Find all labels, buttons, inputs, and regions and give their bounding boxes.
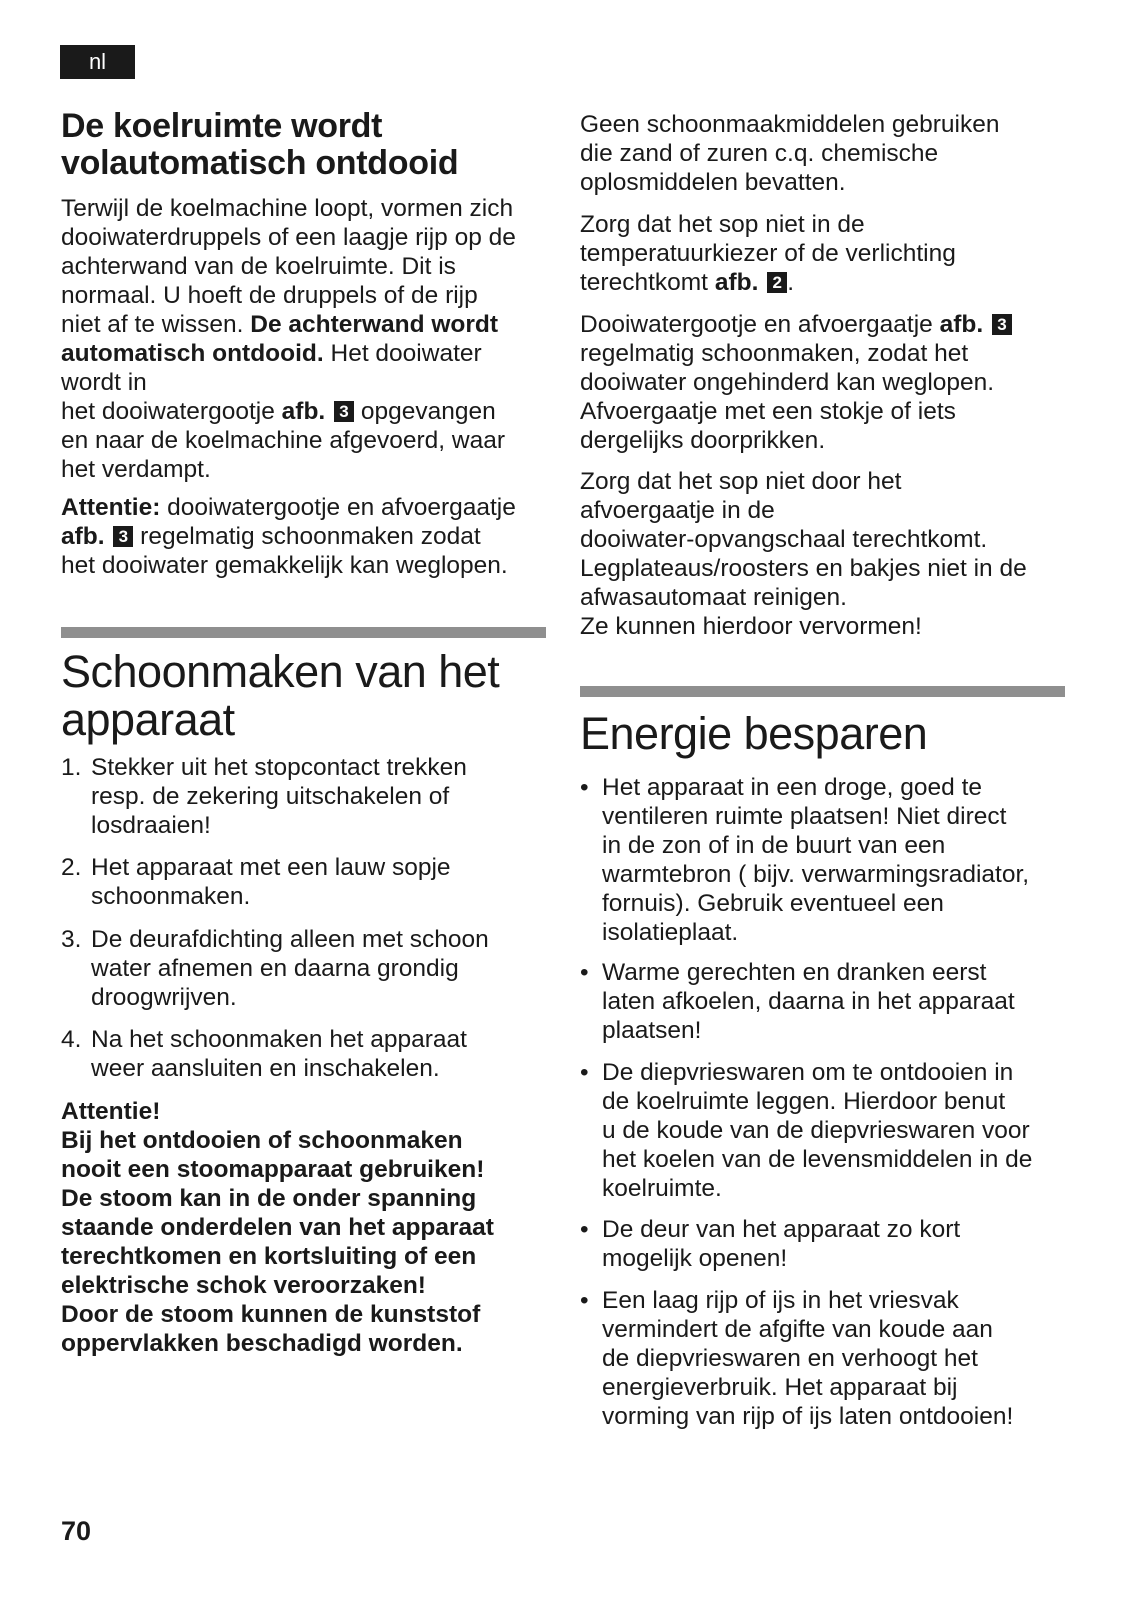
text-line: temperatuurkiezer of de verlichting	[580, 240, 956, 267]
step-number: 1.	[61, 754, 82, 781]
bullet-marker: •	[580, 959, 589, 986]
text-line: De deur van het apparaat zo kort	[602, 1216, 961, 1243]
text-line: het verdampt.	[61, 456, 211, 483]
step-number: 3.	[61, 926, 82, 953]
text-line: vorming van rijp of ijs laten ontdooien!	[602, 1403, 1014, 1430]
text-line: plaatsen!	[602, 1017, 702, 1044]
section-divider	[61, 627, 546, 638]
energy-bullet	[580, 958, 1065, 1045]
text-line: het koelen van de levensmiddelen in de	[602, 1146, 1033, 1173]
figure-reference-label: afb.	[61, 523, 105, 550]
plain-text: regelmatig schoonmaken zodat	[133, 523, 481, 550]
bullet-marker: •	[580, 1287, 589, 1314]
text-line: Legplateaus/roosters en bakjes niet in de	[580, 555, 1027, 582]
soap-temperature-paragraph	[580, 210, 956, 297]
text-line: en naar de koelmachine afgevoerd, waar	[61, 427, 506, 454]
text-line: Zorg dat het sop niet door het	[580, 468, 902, 495]
text-line: Terwijl de koelmachine loopt, vormen zich	[61, 195, 514, 222]
text-line: fornuis). Gebruik eventueel een	[602, 890, 944, 917]
heading-line: apparaat	[61, 694, 235, 745]
step-number: 4.	[61, 1026, 82, 1053]
text-line: Warme gerechten en dranken eerst	[602, 959, 987, 986]
text-line: energieverbruik. Het apparaat bij	[602, 1374, 958, 1401]
text-line: afwasautomaat reinigen.	[580, 584, 847, 611]
section-heading-cleaning	[61, 648, 499, 744]
text-line: Stekker uit het stopcontact trekken	[91, 754, 467, 781]
text-line: dooiwater ongehinderd kan weglopen.	[580, 369, 995, 396]
text-line: resp. de zekering uitschakelen of	[91, 783, 450, 810]
text-line: vermindert de afgifte van koude aan	[602, 1316, 993, 1343]
plain-text: opgevangen	[354, 398, 496, 425]
page-number: 70	[61, 1516, 92, 1546]
text-line: ventileren ruimte plaatsen! Niet direct	[602, 803, 1007, 830]
plain-text: .	[787, 269, 794, 296]
text-line: u de koude van de diepvrieswaren voor	[602, 1117, 1030, 1144]
energy-bullet	[580, 773, 1065, 947]
text-line	[61, 522, 516, 551]
soap-drain-paragraph	[580, 467, 1027, 641]
attention-paragraph	[61, 493, 516, 580]
text-line: het dooiwater gemakkelijk kan weglopen.	[61, 552, 508, 579]
text-line: Ze kunnen hierdoor vervormen!	[580, 613, 922, 640]
cleaning-step	[61, 753, 546, 840]
text-line: Attentie!	[61, 1098, 161, 1125]
bold-text: De achterwand wordt	[250, 311, 499, 338]
bold-text: automatisch ontdooid.	[61, 340, 324, 367]
text-line	[580, 310, 1012, 339]
text-line: oplosmiddelen bevatten.	[580, 169, 846, 196]
drain-paragraph	[580, 310, 1012, 455]
plain-text: Het dooiwater	[323, 340, 482, 367]
text-line: terechtkomen en kortsluiting of een	[61, 1243, 477, 1270]
text-line: achterwand van de koelruimte. Dit is	[61, 253, 456, 280]
heading-line: De koelruimte wordt	[61, 107, 383, 145]
text-line: isolatieplaat.	[602, 919, 739, 946]
text-line: koelruimte.	[602, 1175, 722, 1202]
plain-text: Dooiwatergootje en afvoergaatje	[580, 311, 940, 338]
text-line: De deurafdichting alleen met schoon	[91, 926, 489, 953]
plain-text: terechtkomt	[580, 269, 715, 296]
text-line: weer aansluiten en inschakelen.	[91, 1055, 440, 1082]
text-line: de koelruimte leggen. Hierdoor benut	[602, 1088, 1006, 1115]
section-divider	[580, 686, 1065, 697]
language-badge: nl	[60, 45, 135, 79]
text-line: droogwrijven.	[91, 984, 237, 1011]
text-line: Afvoergaatje met een stokje of iets	[580, 398, 956, 425]
text-line	[61, 493, 516, 522]
plain-text: niet af te wissen.	[61, 311, 251, 338]
step-number: 2.	[61, 854, 82, 881]
text-line: nooit een stoomapparaat gebruiken!	[61, 1156, 485, 1183]
text-line: dergelijks doorprikken.	[580, 427, 826, 454]
text-line: losdraaien!	[91, 812, 211, 839]
text-line	[61, 339, 516, 368]
text-line: staande onderdelen van het apparaat	[61, 1214, 494, 1241]
text-line	[61, 310, 516, 339]
text-line: mogelijk openen!	[602, 1245, 788, 1272]
cleaning-step	[61, 925, 546, 1012]
text-line: De stoom kan in de onder spanning	[61, 1185, 477, 1212]
section-heading-energy: Energie besparen	[580, 708, 928, 759]
plain-text: dooiwatergootje en afvoergaatje	[160, 494, 516, 521]
cleaning-step	[61, 1025, 546, 1083]
text-line: elektrische schok veroorzaken!	[61, 1272, 426, 1299]
defrost-paragraph	[61, 194, 516, 484]
bullet-marker: •	[580, 1059, 589, 1086]
text-line: die zand of zuren c.q. chemische	[580, 140, 939, 167]
text-line: dooiwaterdruppels of een laagje rijp op de	[61, 224, 516, 251]
figure-number-badge: 2	[767, 272, 787, 293]
figure-number-badge: 3	[334, 401, 354, 422]
text-line	[580, 268, 956, 297]
text-line: Bij het ontdooien of schoonmaken	[61, 1127, 463, 1154]
heading-line: Schoonmaken van het	[61, 646, 500, 697]
no-cleaning-agents-paragraph	[580, 110, 1000, 197]
energy-bullet	[580, 1215, 1065, 1273]
text-line: Door de stoom kunnen de kunststof	[61, 1301, 481, 1328]
text-line: Geen schoonmaakmiddelen gebruiken	[580, 111, 1000, 138]
text-line: de diepvrieswaren en verhoogt het	[602, 1345, 978, 1372]
bullet-marker: •	[580, 774, 589, 801]
text-line: Het apparaat met een lauw sopje	[91, 854, 451, 881]
text-line: afvoergaatje in de	[580, 497, 775, 524]
figure-number-badge: 3	[113, 526, 133, 547]
figure-reference-label: afb.	[939, 311, 984, 338]
text-line: De diepvrieswaren om te ontdooien in	[602, 1059, 1014, 1086]
cleaning-step	[61, 853, 546, 911]
text-line: wordt in	[61, 369, 147, 396]
figure-reference-label: afb.	[714, 269, 759, 296]
steam-warning	[61, 1097, 494, 1358]
figure-number-badge: 3	[992, 314, 1012, 335]
heading-line: volautomatisch ontdooid	[61, 144, 459, 182]
text-line: dooiwater-opvangschaal terechtkomt.	[580, 526, 988, 553]
text-line: Zorg dat het sop niet in de	[580, 211, 865, 238]
plain-text: het dooiwatergootje	[61, 398, 282, 425]
text-line: oppervlakken beschadigd worden.	[61, 1330, 463, 1357]
text-line: regelmatig schoonmaken, zodat het	[580, 340, 969, 367]
energy-bullet	[580, 1058, 1065, 1203]
text-line: water afnemen en daarna grondig	[91, 955, 459, 982]
text-line: in de zon of in de buurt van een	[602, 832, 946, 859]
text-line: normaal. U hoeft de druppels of de rijp	[61, 282, 478, 309]
section-heading-defrost	[61, 108, 458, 182]
energy-bullet	[580, 1286, 1065, 1431]
figure-reference-label: afb.	[281, 398, 326, 425]
bullet-marker: •	[580, 1216, 589, 1243]
text-line: Na het schoonmaken het apparaat	[91, 1026, 467, 1053]
text-line: laten afkoelen, daarna in het apparaat	[602, 988, 1015, 1015]
attention-label: Attentie:	[61, 494, 161, 521]
text-line: schoonmaken.	[91, 883, 251, 910]
text-line: Een laag rijp of ijs in het vriesvak	[602, 1287, 959, 1314]
text-line: warmtebron ( bijv. verwarmingsradiator,	[602, 861, 1030, 888]
text-line: Het apparaat in een droge, goed te	[602, 774, 983, 801]
text-line	[61, 397, 516, 426]
